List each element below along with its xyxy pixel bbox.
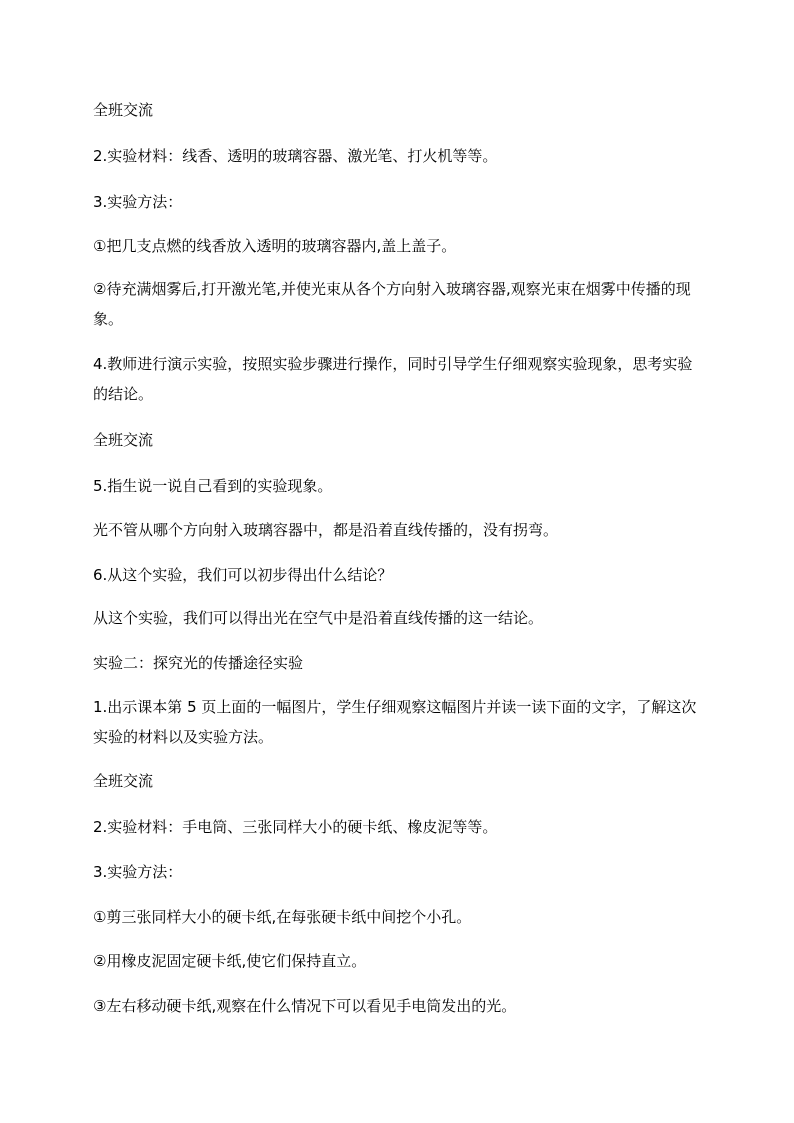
paragraph-materials-2: 2.实验材料：手电筒、三张同样大小的硬卡纸、橡皮泥等等。 [93,818,498,836]
paragraph-method-step-3: ①剪三张同样大小的硬卡纸,在每张硬卡纸中间挖个小孔。 [93,908,472,926]
paragraph-method-step-1: ①把几支点燃的线香放入透明的玻璃容器内,盖上盖子。 [93,237,457,255]
paragraph-class-discussion-3: 全班交流 [93,772,154,790]
paragraph-textbook-image: 1.出示课本第 5 页上面的一幅图片，学生仔细观察这幅图片并读一读下面的文字，了解这次实验的材料以及实验方法。 [93,698,697,746]
paragraph-observation: 光不管从哪个方向射入玻璃容器中，都是沿着直线传播的，没有拐弯。 [93,521,559,539]
paragraph-student-report: 5.指生说一说自己看到的实验现象。 [93,477,333,495]
paragraph-class-discussion-2: 全班交流 [93,431,154,449]
paragraph-teacher-demo: 4.教师进行演示实验，按照实验步骤进行操作，同时引导学生仔细观察实验现象，思考实验的结论。 [93,355,693,403]
paragraph-class-discussion-1: 全班交流 [93,101,154,119]
paragraph-materials-1: 2.实验材料：线香、透明的玻璃容器、激光笔、打火机等等。 [93,147,498,165]
paragraph-method-heading-1: 3.实验方法： [93,193,183,211]
paragraph-experiment-two-heading: 实验二：探究光的传播途径实验 [93,654,304,672]
paragraph-conclusion: 从这个实验，我们可以得出光在空气中是沿着直线传播的这一结论。 [93,609,544,627]
paragraph-method-step-4: ②用橡皮泥固定硬卡纸,使它们保持直立。 [93,952,367,970]
paragraph-method-step-5: ③左右移动硬卡纸,观察在什么情况下可以看见手电筒发出的光。 [93,997,517,1015]
paragraph-method-step-2: ②待充满烟雾后,打开激光笔,并使光束从各个方向射入玻璃容器,观察光束在烟雾中传播的现象。 [93,280,691,328]
paragraph-method-heading-2: 3.实验方法： [93,863,183,881]
paragraph-question: 6.从这个实验，我们可以初步得出什么结论？ [93,566,393,584]
